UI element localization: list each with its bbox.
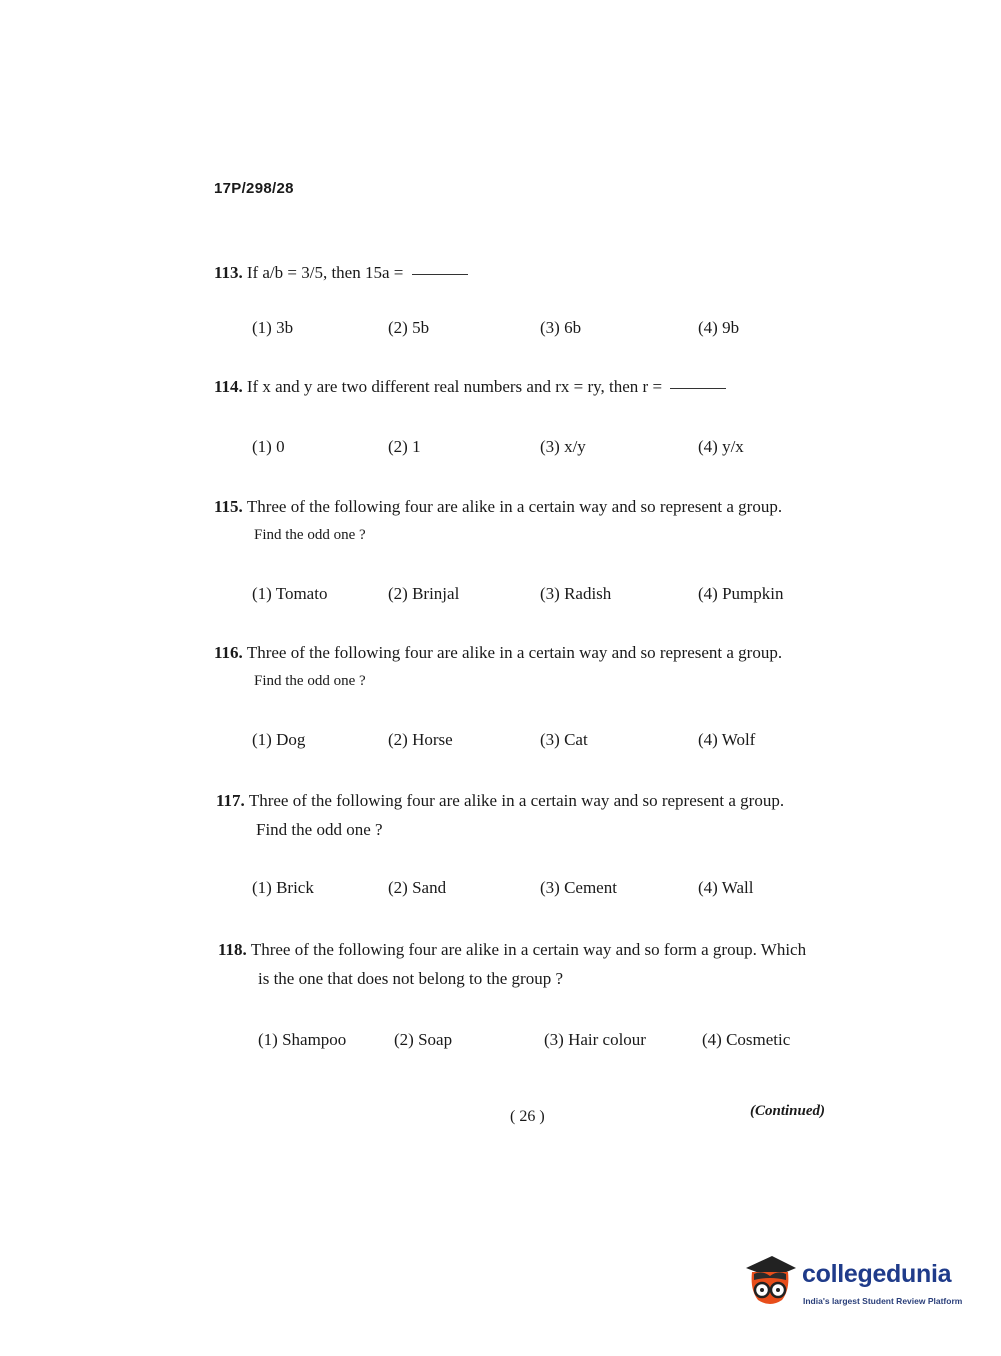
question-text: Three of the following four are alike in a certain way and so represent a group. — [246, 643, 783, 662]
question-115 — [214, 492, 782, 550]
answer-blank — [412, 274, 468, 275]
question-113 — [214, 258, 468, 287]
question-114 — [214, 372, 726, 401]
option-3: (3) x/y — [540, 437, 586, 456]
option-4: (4) 9b — [698, 318, 740, 337]
option-2: (2) 5b — [388, 318, 430, 337]
question-number: 115. — [214, 497, 243, 516]
question-117 — [216, 786, 784, 844]
option-2: (2) Horse — [388, 730, 453, 749]
option-1: (1) 3b — [252, 318, 294, 337]
question-text: If x and y are two different real numbers and rx = ry, then r = — [246, 377, 667, 396]
question-text: Three of the following four are alike in a certain way and so represent a group. — [248, 791, 785, 810]
question-text-line2: Find the odd one ? — [254, 673, 366, 689]
question-text-line2: Find the odd one ? — [254, 527, 366, 543]
option-1: (1) Tomato — [252, 584, 328, 603]
option-3: (3) Cat — [540, 730, 588, 749]
answer-blank — [670, 388, 726, 389]
continued-label: (Continued) — [750, 1103, 826, 1119]
question-text: Three of the following four are alike in a certain way and so represent a group. — [246, 497, 783, 516]
option-4: (4) Cosmetic — [702, 1030, 791, 1049]
option-1: (1) Dog — [252, 730, 306, 749]
question-number: 113. — [214, 263, 243, 282]
option-2: (2) 1 — [388, 437, 421, 456]
option-4: (4) Wall — [698, 878, 754, 897]
question-number: 116. — [214, 643, 243, 662]
question-text-line2: Find the odd one ? — [256, 820, 383, 839]
option-4: (4) Wolf — [698, 730, 756, 749]
question-text: If a/b = 3/5, then 15a = — [246, 263, 408, 282]
mascot-icon — [742, 1250, 798, 1310]
question-number: 114. — [214, 377, 243, 396]
collegedunia-logo — [742, 1250, 972, 1310]
option-1: (1) Shampoo — [258, 1030, 347, 1049]
question-118 — [218, 935, 806, 993]
option-1: (1) 0 — [252, 437, 285, 456]
question-116 — [214, 638, 782, 696]
option-3: (3) 6b — [540, 318, 582, 337]
option-2: (2) Sand — [388, 878, 447, 897]
paper-code: 17P/298/28 — [214, 180, 294, 197]
question-number: 117. — [216, 791, 245, 810]
option-2: (2) Brinjal — [388, 584, 460, 603]
page-number: ( 26 ) — [510, 1108, 545, 1125]
logo-name: collegedunia — [802, 1260, 952, 1288]
question-text-line2: is the one that does not belong to the group ? — [258, 969, 563, 988]
option-4: (4) y/x — [698, 437, 744, 456]
question-number: 118. — [218, 940, 247, 959]
option-2: (2) Soap — [394, 1030, 453, 1049]
option-3: (3) Cement — [540, 878, 617, 897]
option-3: (3) Hair colour — [544, 1030, 646, 1049]
logo-tagline: India's largest Student Review Platform — [803, 1296, 963, 1306]
question-text: Three of the following four are alike in a certain way and so form a group. Which — [250, 940, 807, 959]
option-4: (4) Pumpkin — [698, 584, 784, 603]
option-1: (1) Brick — [252, 878, 314, 897]
option-3: (3) Radish — [540, 584, 612, 603]
